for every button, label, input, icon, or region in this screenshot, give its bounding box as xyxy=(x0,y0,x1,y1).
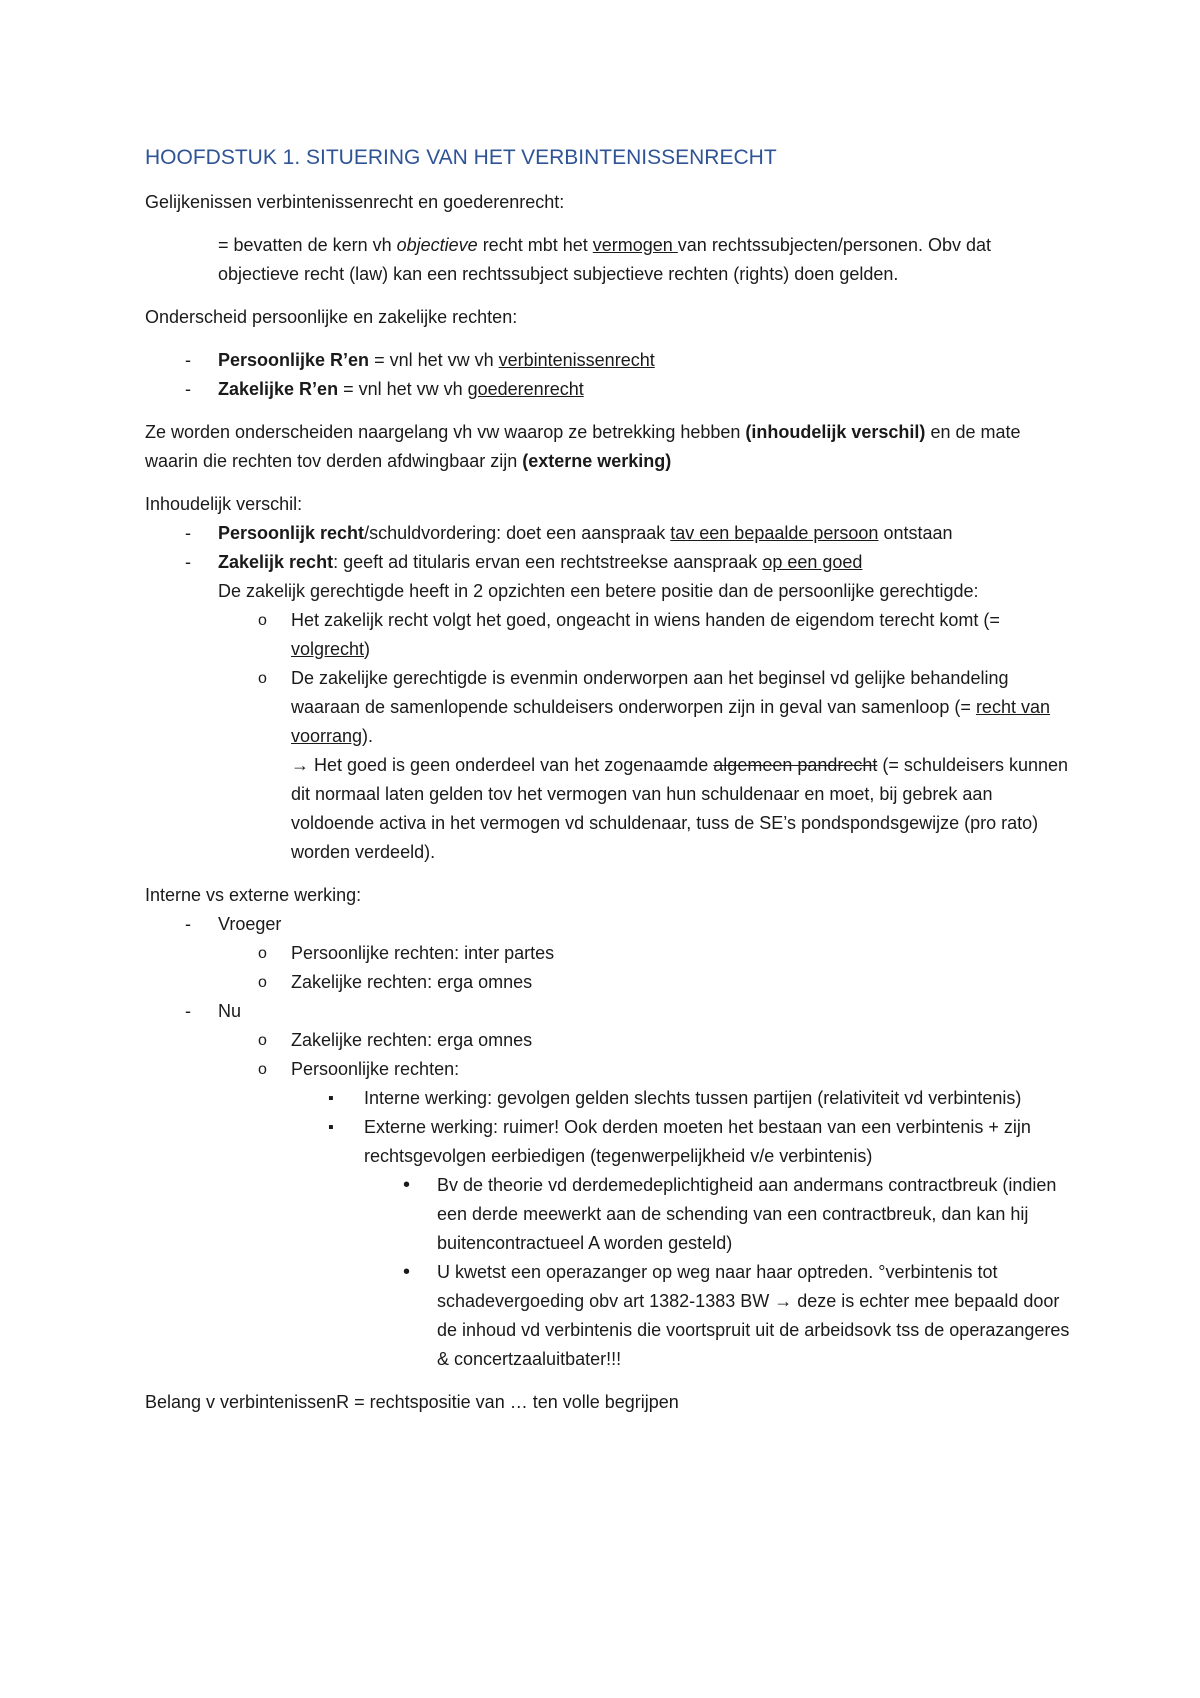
nested-list xyxy=(145,1084,1075,1374)
list-item: • U kwetst een operazanger op weg naar haar optreden. °verbintenis tot schadevergoeding obv art 1382-1383 BW → deze is echter mee bepaald door de inhoud vd verbintenis die voortspruit uit de arbeidsovk tss de operazangeres & concertzaaluitbater!!! xyxy=(145,1258,1075,1374)
list-item: - Persoonlijke R’en = vnl het vw vh verbintenissenrecht xyxy=(145,346,1075,375)
list-item: ▪ Externe werking: ruimer! Ook derden moeten het bestaan van een verbintenis + zijn rechtsgevolgen eerbiedigen (tegenwerpelijkheid v/e verbintenis) xyxy=(145,1113,1075,1171)
list-item: o Persoonlijke rechten: xyxy=(145,1055,1075,1084)
list-item: o Zakelijke rechten: erga omnes xyxy=(145,1026,1075,1055)
list-item: ▪ Interne werking: gevolgen gelden slechts tussen partijen (relativiteit vd verbintenis) xyxy=(145,1084,1075,1113)
nested-list xyxy=(145,1026,1075,1374)
list-item: - Nu xyxy=(145,997,1075,1026)
section-similarities-heading: Gelijkenissen verbintenissenrecht en goederenrecht: xyxy=(145,192,565,212)
list-item: - Zakelijke R’en = vnl het vw vh goederenrecht xyxy=(145,375,1075,404)
content-difference-list xyxy=(145,519,1075,867)
nested-list-container xyxy=(145,606,1075,867)
arrow-right-icon: → xyxy=(774,1291,793,1311)
nested-list xyxy=(145,939,1075,997)
list-item: - Persoonlijk recht/schuldvordering: doet een aanspraak tav een bepaalde persoon ontstaan xyxy=(145,519,1075,548)
nested-list-container xyxy=(145,939,1075,997)
importance-paragraph: Belang v verbintenissenR = rechtspositie van … ten volle begrijpen xyxy=(145,1392,679,1412)
list-item: o Persoonlijke rechten: inter partes xyxy=(145,939,1075,968)
nested-list xyxy=(145,606,1075,867)
document-content xyxy=(145,144,1075,1431)
nested-list xyxy=(145,1171,1075,1374)
internal-external-list xyxy=(145,910,1075,1374)
chapter-title: HOOFDSTUK 1. SITUERING VAN HET VERBINTENISSENRECHT xyxy=(145,146,777,169)
distinction-paragraph: Ze worden onderscheiden naargelang vh vw waarop ze betrekking hebben (inhoudelijk verschil) en de mate waarin die rechten tov derden afdwingbaar zijn (externe werking) xyxy=(145,422,1021,471)
section-internal-external-heading: Interne vs externe werking: xyxy=(145,885,362,905)
list-item: o Het zakelijk recht volgt het goed, ongeacht in wiens handen de eigendom terecht komt (= volgrecht) xyxy=(145,606,1075,664)
list-item: - Zakelijk recht: geeft ad titularis ervan een rechtstreekse aanspraak op een goed De zakelijk gerechtigde heeft in 2 opzichten een betere positie dan de persoonlijke gerechtigde: xyxy=(145,548,1075,606)
distinction-list xyxy=(145,346,1075,404)
list-item: • Bv de theorie vd derdemedeplichtigheid aan andermans contractbreuk (indien een derde meewerkt aan de schending van een contractbreuk, dan kan hij buitencontractueel A worden gesteld) xyxy=(145,1171,1075,1258)
similarities-paragraph: = bevatten de kern vh objectieve recht mbt het vermogen van rechtssubjecten/personen. Obv dat objectieve recht (law) kan een rechtssubject subjectieve rechten (rights) doen gelden. xyxy=(218,235,991,284)
section-distinction-heading: Onderscheid persoonlijke en zakelijke rechten: xyxy=(145,307,518,327)
list-item: - Vroeger xyxy=(145,910,1075,939)
nested-list-container xyxy=(145,1084,1075,1374)
section-content-difference-heading: Inhoudelijk verschil: xyxy=(145,494,303,514)
list-item-subtext: De zakelijk gerechtigde heeft in 2 opzichten een betere positie dan de persoonlijke gerechtigde: xyxy=(218,581,979,601)
arrow-right-icon: → xyxy=(291,755,309,775)
nested-list-container xyxy=(145,1171,1075,1374)
nested-list-container xyxy=(145,1026,1075,1374)
list-item: o De zakelijke gerechtigde is evenmin onderworpen aan het beginsel vd gelijke behandeling waaraan de samenlopende schuldeisers onderworpen zijn in geval van samenloop (= recht van voorrang). → Het goed is geen onderdeel van het zogenaamde algemeen pandrecht (= schuldeisers kunnen dit normaal laten gelden tov het vermogen van hun schuldenaar en moet, bij gebrek aan voldoende activa in het vermogen vd schuldenaar, tuss de SE’s pondspondsgewijze (pro rato) worden verdeeld). xyxy=(145,664,1075,867)
list-item: o Zakelijke rechten: erga omnes xyxy=(145,968,1075,997)
